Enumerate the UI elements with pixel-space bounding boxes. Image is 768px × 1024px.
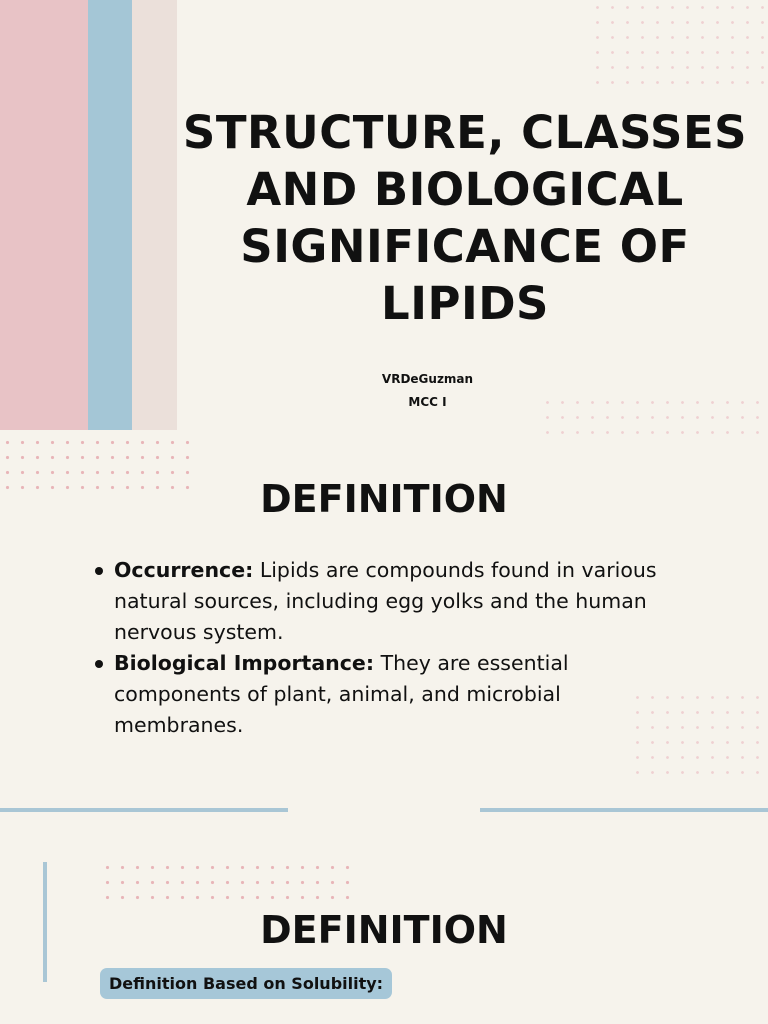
divider-left [0, 808, 288, 812]
list-item [92, 648, 692, 741]
dot-pattern-top-right [590, 0, 768, 90]
definition-list [92, 555, 692, 741]
slide-title: STRUCTURE, CLASSES AND BIOLOGICAL SIGNIFICANCE OF LIPIDS [182, 106, 748, 330]
definition-heading-2: DEFINITION [260, 908, 508, 952]
divider-right [480, 808, 768, 812]
solubility-badge: Definition Based on Solubility: [100, 968, 392, 999]
course-code: MCC I [408, 395, 447, 409]
pink-stripe [0, 0, 88, 430]
author-block [340, 368, 515, 414]
bullet-label: Biological Importance: [114, 651, 375, 675]
bullet-text: Lipids are compounds found in various natural sources, including egg yolks and the human nervous system. [114, 558, 657, 644]
blue-stripe [88, 0, 132, 430]
dot-pattern-mid-right [540, 395, 768, 435]
bullet-label: Occurrence: [114, 558, 254, 582]
bullet-text: They are essential components of plant, animal, and microbial membranes. [114, 651, 569, 737]
author-name: VRDeGuzman [381, 372, 474, 386]
definition-heading: DEFINITION [260, 477, 508, 521]
list-item [92, 555, 692, 648]
beige-stripe [132, 0, 177, 430]
dot-pattern-slide3 [100, 860, 360, 908]
